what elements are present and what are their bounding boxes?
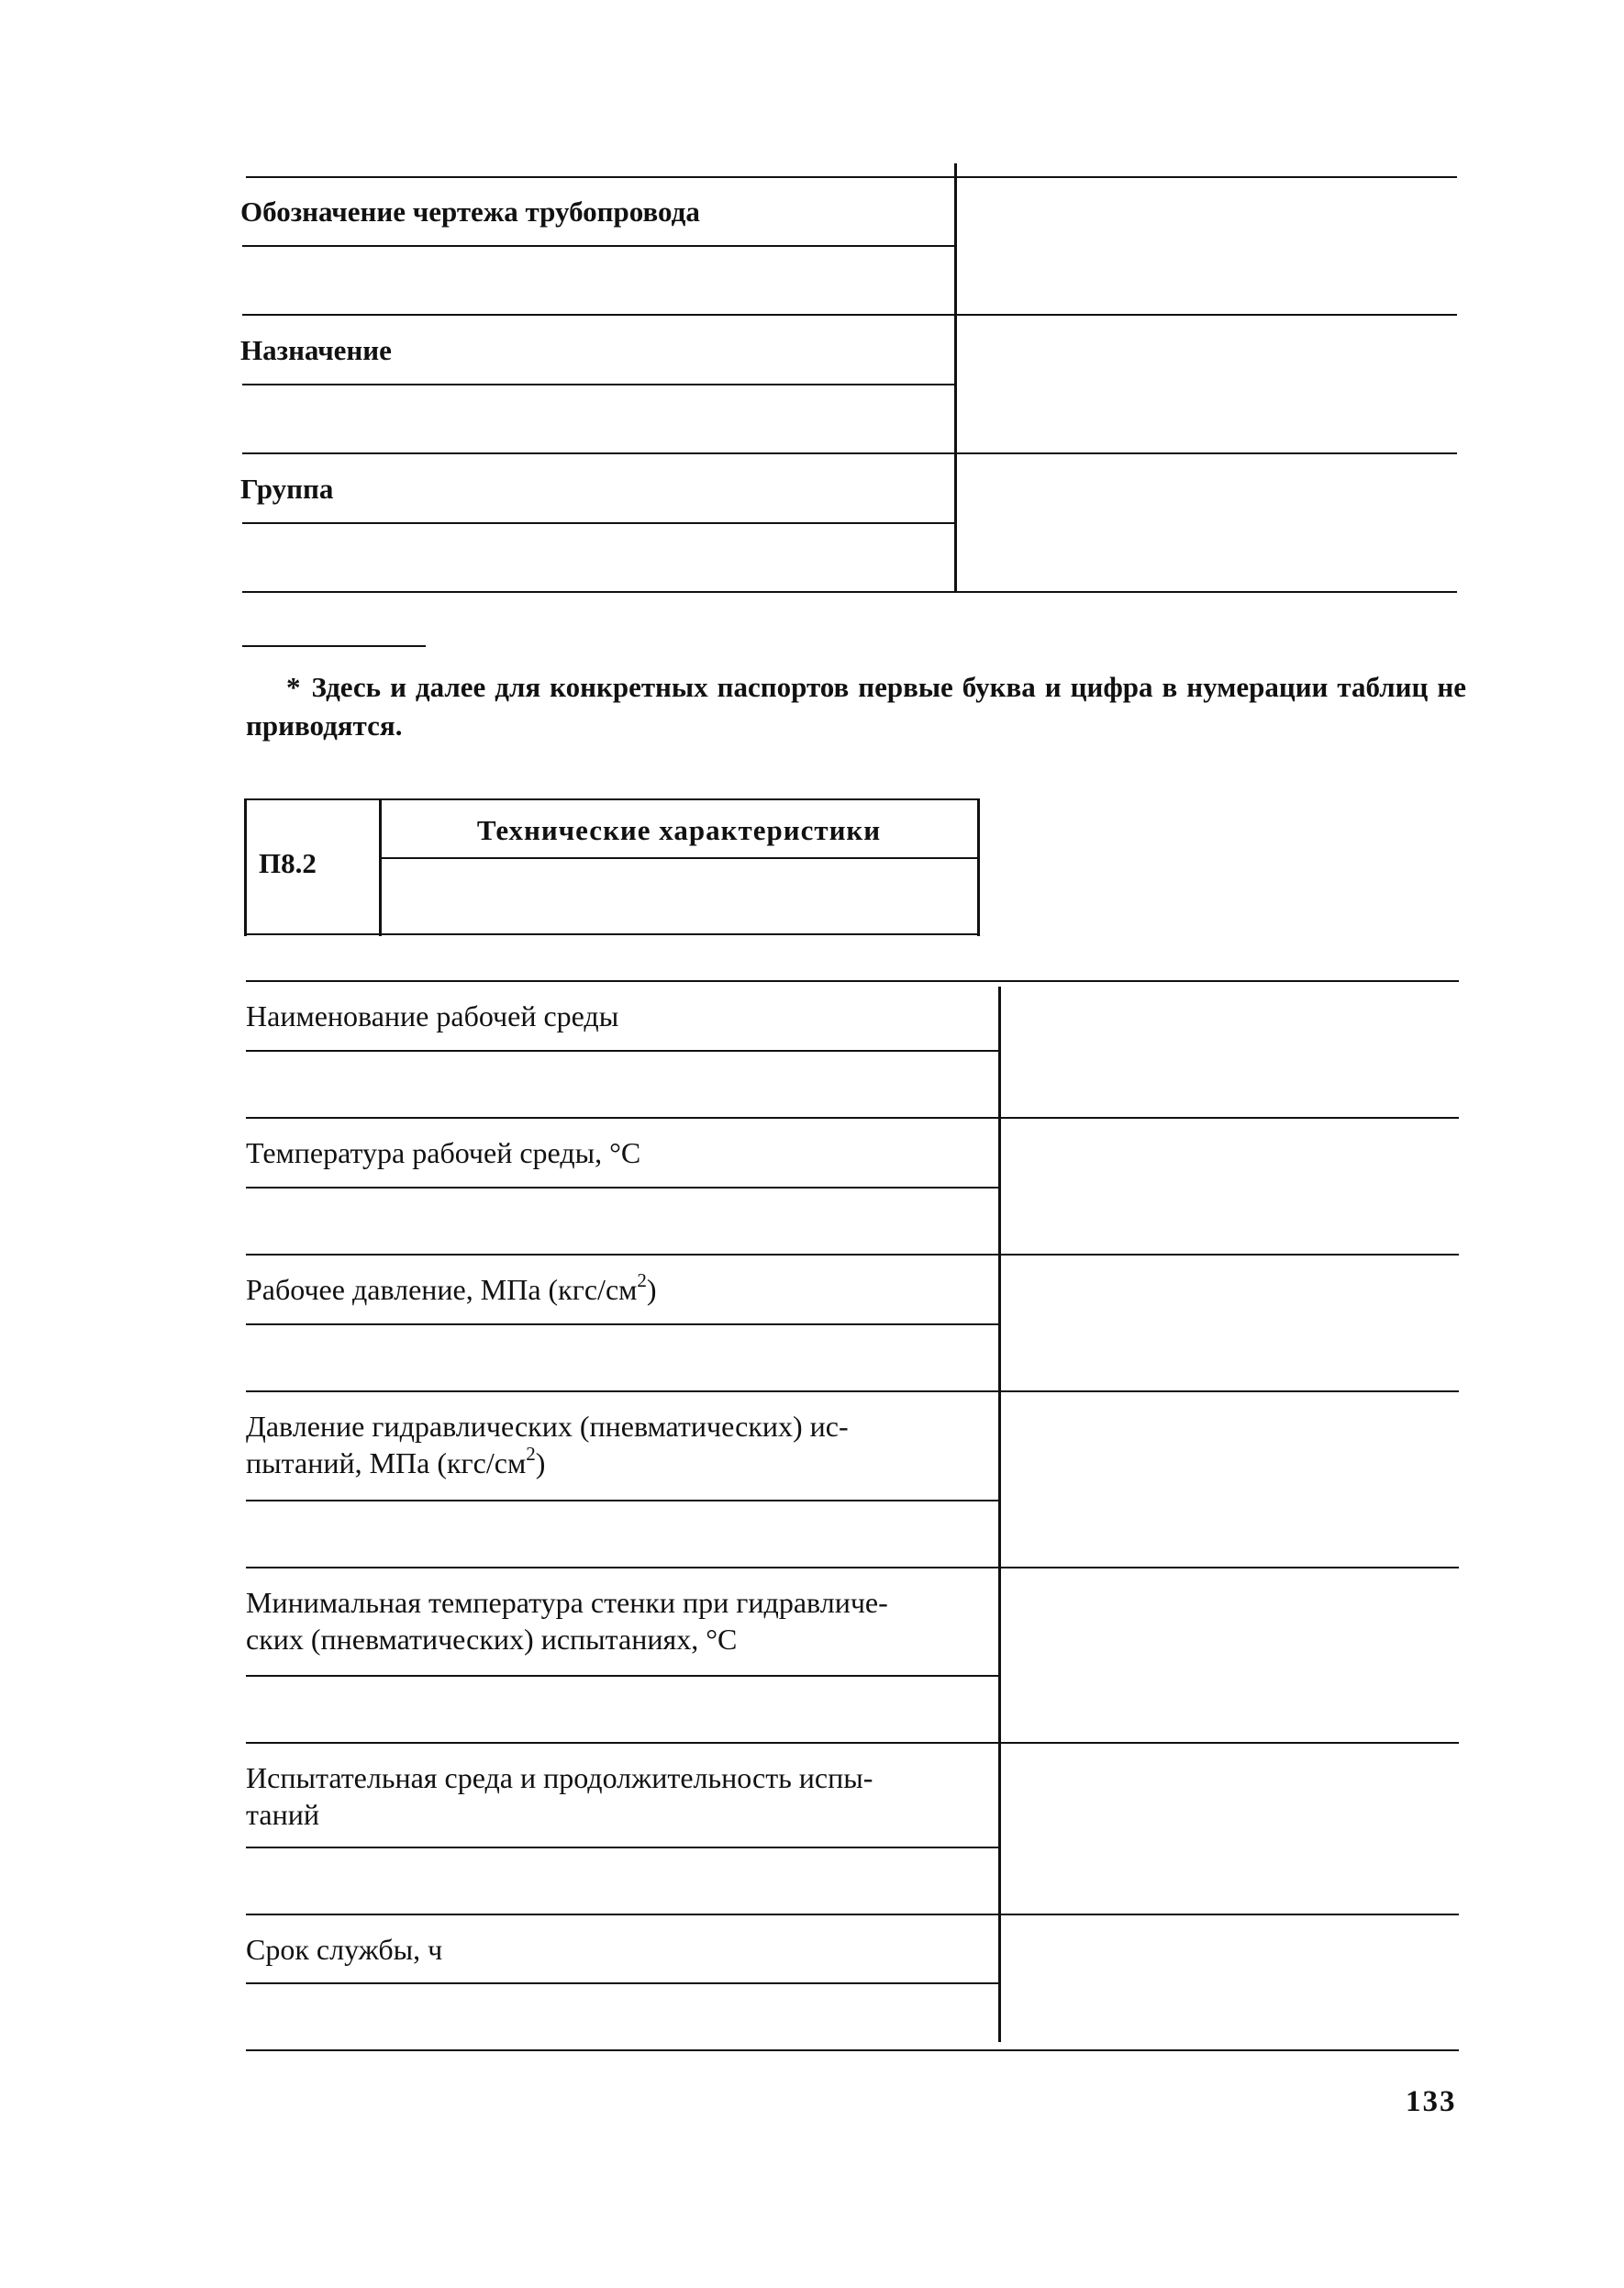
row-label-min-wall-temp: Минимальная температура стенки при гидравличе- (246, 1586, 888, 1619)
row-subrule (246, 1675, 998, 1677)
box-bottom (244, 933, 980, 935)
box-left (244, 798, 247, 936)
row-rule (246, 1567, 1459, 1568)
row-rule (246, 1914, 1459, 1915)
page-number: 133 (1406, 2085, 1457, 2118)
row-rule (242, 591, 1457, 593)
row-rule (246, 2049, 1459, 2051)
row-rule (246, 1742, 1459, 1744)
row-label-working-medium: Наименование рабочей среды (246, 999, 619, 1032)
row-rule (246, 1390, 1459, 1392)
section-title: Технические характеристики (476, 814, 882, 846)
footnote-mark: * (286, 671, 301, 703)
row-label-test-pressure: Давление гидравлических (пневматических) ис- (246, 1410, 849, 1443)
row-subrule (242, 384, 954, 385)
row-label-medium-temperature: Температура рабочей среды, °С (246, 1136, 641, 1169)
row-subrule (246, 1982, 998, 1984)
column-divider (998, 987, 1001, 2042)
row-subrule (246, 1847, 998, 1848)
row-subrule (246, 1050, 998, 1052)
row-label-test-pressure-line2 (246, 1445, 545, 1480)
row-rule (246, 1254, 1459, 1256)
row-subrule (246, 1500, 998, 1501)
footnote-text: Здесь и далее для конкретных паспортов первые буква и цифра в нумерации таблиц не приводятся. (246, 671, 1466, 742)
row-subrule (246, 1187, 998, 1189)
row-label-service-life: Срок службы, ч (246, 1933, 443, 1966)
label-text: пытаний, МПа (кгс/см (246, 1446, 527, 1479)
row-rule (242, 452, 1457, 454)
section-code: П8.2 (259, 847, 317, 879)
label-tail: ) (535, 1446, 546, 1479)
row-label-drawing-designation: Обозначение чертежа трубопровода (240, 195, 700, 228)
table-rule (246, 176, 1457, 178)
footnote-separator (242, 645, 426, 647)
row-label-min-wall-temp-line2: ских (пневматических) испытаниях, °С (246, 1623, 738, 1656)
row-subrule (242, 245, 954, 247)
superscript: 2 (526, 1443, 536, 1465)
row-label-group: Группа (240, 473, 334, 505)
row-rule (246, 1117, 1459, 1119)
box-right (977, 798, 980, 936)
box-top (244, 798, 980, 800)
column-divider (954, 163, 957, 592)
row-rule (242, 314, 1457, 316)
title-underline (381, 857, 979, 859)
label-tail: ) (646, 1273, 657, 1306)
label-text: Рабочее давление, МПа (кгс/см (246, 1273, 638, 1306)
superscript: 2 (637, 1269, 647, 1291)
row-label-test-medium-duration-line2: таний (246, 1798, 319, 1831)
footnote (246, 668, 1466, 745)
row-label-test-medium-duration: Испытательная среда и продолжительность испы- (246, 1761, 873, 1794)
row-subrule (242, 522, 954, 524)
table-rule (246, 980, 1459, 982)
row-subrule (246, 1323, 998, 1325)
row-label-working-pressure (246, 1269, 657, 1307)
row-label-purpose: Назначение (240, 334, 392, 366)
